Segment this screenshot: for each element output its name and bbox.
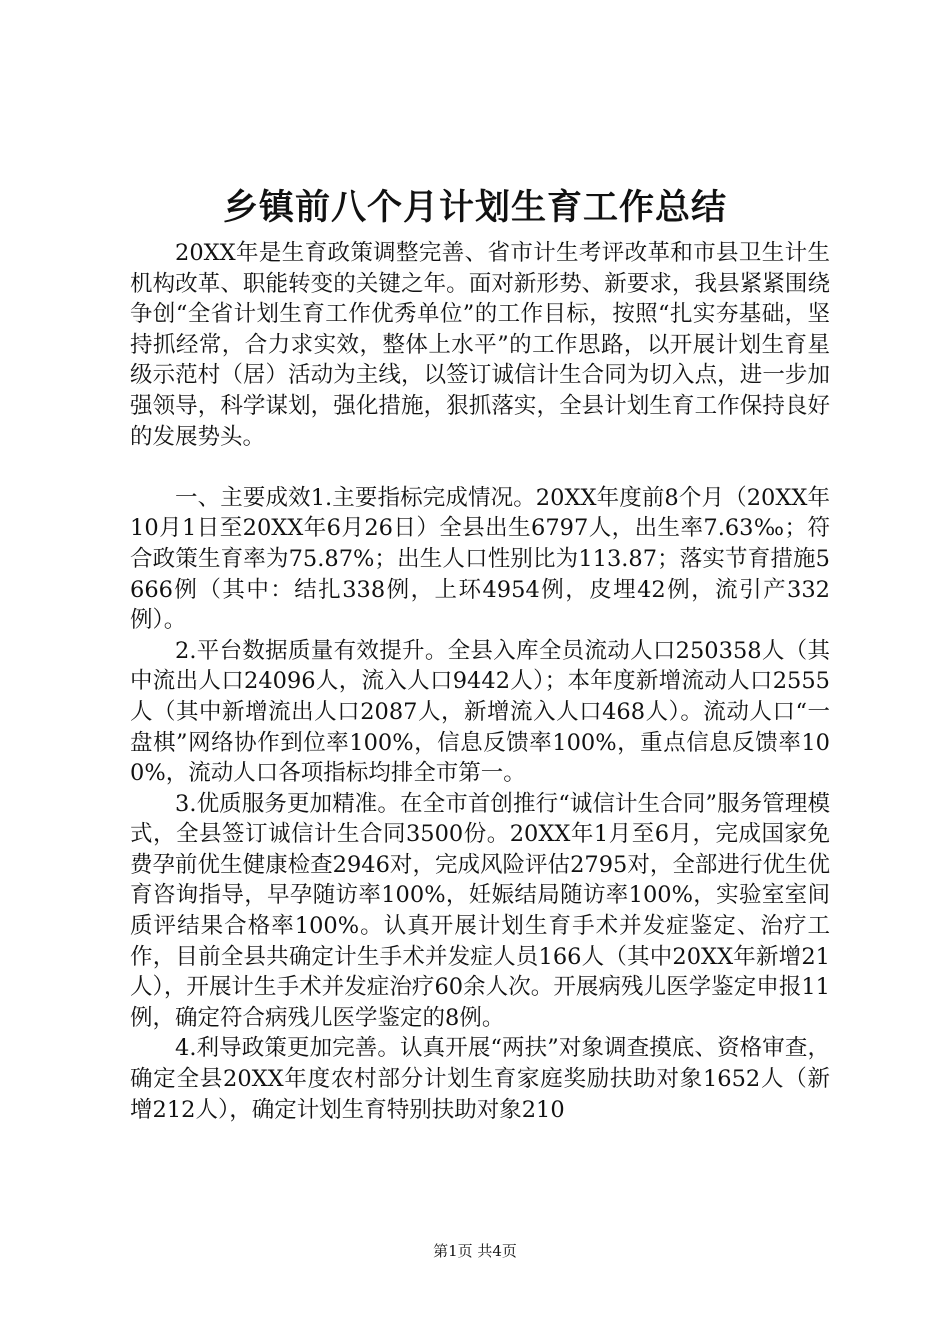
document-body [130, 238, 830, 1125]
page-number: 第1页 共4页 [433, 1242, 517, 1260]
paragraph-main-results: 一、主要成效1.主要指标完成情况。20XX年度前8个月（20XX年10月1日至20XX年6月26日）全县出生6797人，出生率7.63‰；符合政策生育率为75.87%；出生人口性别比为113.87；落实节育措施5666例（其中：结扎338例，上环4954例，皮埋42例，流引产332例）。 [130, 484, 830, 634]
paragraph-policy: 4.利导政策更加完善。认真开展“两扶”对象调查摸底、资格审查，确定全县20XX年度农村部分计划生育家庭奖励扶助对象1652人（新增212人），确定计划生育特别扶助对象210 [130, 1035, 830, 1123]
paragraph-platform-data: 2.平台数据质量有效提升。全县入库全员流动人口250358人（其中流出人口24096人，流入人口9442人）；本年度新增流动人口2555人（其中新增流出人口2087人，新增流入人口468人）。流动人口“一盘棋”网络协作到位率100%，信息反馈率100%，重点信息反馈率100%，流动人口各项指标均排全市第一。 [130, 637, 830, 787]
intro-paragraph: 20XX年是生育政策调整完善、省市计生考评改革和市县卫生计生机构改革、职能转变的关键之年。面对新形势、新要求，我县紧紧围绕争创“全省计划生育工作优秀单位”的工作目标，按照“扎实夯基础，坚持抓经常，合力求实效，整体上水平”的工作思路，以开展计划生育星级示范村（居）活动为主线，以签订诚信计生合同为切入点，进一步加强领导，科学谋划，强化措施，狠抓落实，全县计划生育工作保持良好的发展势头。 [130, 240, 830, 450]
document-title: 乡镇前八个月计划生育工作总结 [222, 188, 727, 228]
paragraph-spacer [130, 452, 830, 483]
paragraph-quality-service: 3.优质服务更加精准。在全市首创推行“诚信计生合同”服务管理模式，全县签订诚信计生合同3500份。20XX年1月至6月，完成国家免费孕前优生健康检查2946对，完成风险评估2795对，全部进行优生优育咨询指导，早孕随访率100%，妊娠结局随访率100%，实验室室间质评结果合格率100%。认真开展计划生育手术并发症鉴定、治疗工作，目前全县共确定计生手术并发症人员166人（其中20XX年新增21人），开展计生手术并发症治疗60余人次。开展病残儿医学鉴定申报11例，确定符合病残儿医学鉴定的8例。 [130, 790, 830, 1031]
